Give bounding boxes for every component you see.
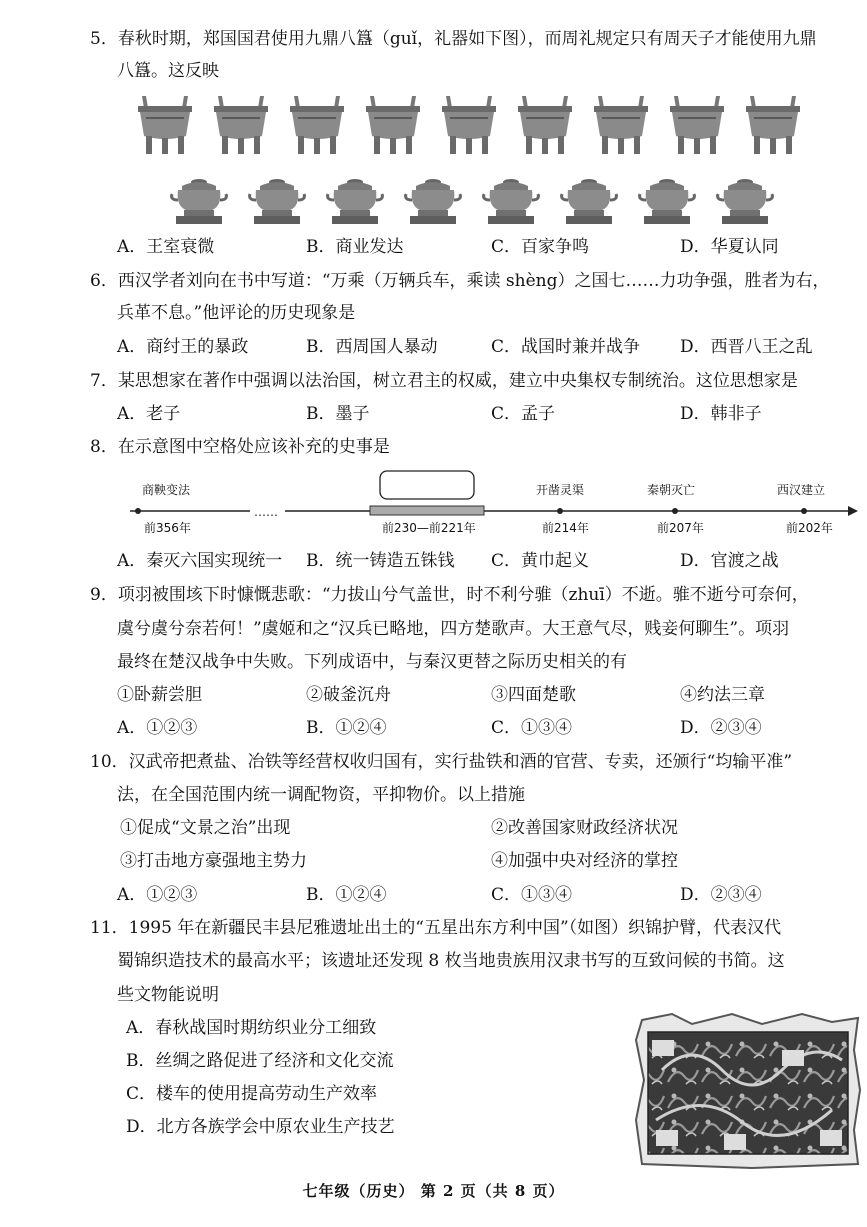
timeline-point-207 bbox=[672, 508, 678, 514]
q6-option-d[interactable]: D．西晋八王之乱 bbox=[680, 337, 813, 357]
gui-vessel bbox=[636, 176, 698, 226]
q8-stem-line1: 8．在示意图中空格处应该补充的史事是 bbox=[90, 437, 390, 457]
timeline-label-0: 商鞅变法 bbox=[142, 483, 191, 497]
timeline-label-2: 开凿灵渠 bbox=[536, 483, 585, 497]
gui-vessel bbox=[246, 176, 308, 226]
q11-stem-line3: 些文物能说明 bbox=[117, 985, 219, 1005]
timeline-date-2: 前214年 bbox=[542, 521, 589, 535]
gui-vessel bbox=[168, 176, 230, 226]
q6-option-c[interactable]: C．战国时兼并战争 bbox=[491, 337, 641, 357]
q9-option-a[interactable]: A．①②③ bbox=[117, 718, 198, 738]
q5-stem-line2: 八簋。这反映 bbox=[117, 61, 219, 81]
blank-answer-box[interactable] bbox=[380, 471, 474, 499]
q8-option-a[interactable]: A．秦灭六国实现统一 bbox=[117, 551, 283, 571]
q10-option-a[interactable]: A．①②③ bbox=[117, 885, 198, 905]
q9-item-3: ③四面楚歌 bbox=[491, 685, 576, 705]
ding-vessel bbox=[512, 92, 578, 156]
q10-option-d[interactable]: D．②③④ bbox=[680, 885, 762, 905]
q7-option-c[interactable]: C．孟子 bbox=[491, 404, 556, 424]
ding-vessel bbox=[284, 92, 350, 156]
q7-stem-line1: 7．某思想家在著作中强调以法治国，树立君主的权威，建立中央集权专制统治。这位思想家是 bbox=[90, 371, 798, 391]
brocade-armguard-image bbox=[632, 1010, 864, 1170]
q11-option-d[interactable]: D．北方各族学会中原农业生产技艺 bbox=[126, 1117, 395, 1137]
q5-stem-line1: 5．春秋时期，郑国国君使用九鼎八簋（guǐ，礼器如下图），而周礼规定只有周天子才能使用九鼎 bbox=[90, 29, 817, 49]
timeline-point-202 bbox=[801, 508, 807, 514]
q11-stem-line1: 11．1995 年在新疆民丰县尼雅遗址出土的“五星出东方利中国”（如图）织锦护臂，代表汉代 bbox=[90, 918, 782, 938]
period-bar bbox=[370, 506, 484, 515]
q10-option-b[interactable]: B．①②④ bbox=[306, 885, 387, 905]
q9-stem-line3: 最终在楚汉战争中失败。下列成语中，与秦汉更替之际历史相关的有 bbox=[117, 652, 627, 672]
q7-option-a[interactable]: A．老子 bbox=[117, 404, 181, 424]
q11-option-b[interactable]: B．丝绸之路促进了经济和文化交流 bbox=[126, 1051, 394, 1071]
q10-item-3: ③打击地方豪强地主势力 bbox=[120, 851, 307, 871]
q10-stem-line2: 法，在全国范围内统一调配物资，平抑物价。以上措施 bbox=[117, 785, 525, 805]
gui-vessel bbox=[402, 176, 464, 226]
q6-stem-line1: 6．西汉学者刘向在书中写道：“万乘（万辆兵车，乘读 shèng）之国七……力功争强，胜者为右， bbox=[90, 271, 830, 291]
q5-option-c[interactable]: C．百家争鸣 bbox=[491, 237, 590, 257]
ding-vessel bbox=[132, 92, 198, 156]
q5-option-d[interactable]: D．华夏认同 bbox=[680, 237, 779, 257]
ding-row bbox=[132, 92, 806, 156]
gui-row bbox=[168, 176, 776, 226]
q10-item-4: ④加强中央对经济的掌控 bbox=[491, 851, 678, 871]
q7-option-d[interactable]: D．韩非子 bbox=[680, 404, 762, 424]
q8-option-d[interactable]: D．官渡之战 bbox=[680, 551, 779, 571]
q6-option-b[interactable]: B．西周国人暴动 bbox=[306, 337, 438, 357]
ding-vessel bbox=[208, 92, 274, 156]
q9-stem-line2: 虞兮虞兮奈若何！”虞姬和之“汉兵已略地，四方楚歌声。大王意气尽，贱妾何聊生”。项羽 bbox=[117, 619, 790, 639]
timeline-point-356 bbox=[135, 508, 141, 514]
q8-option-c[interactable]: C．黄巾起义 bbox=[491, 551, 590, 571]
q10-option-c[interactable]: C．①③④ bbox=[491, 885, 573, 905]
timeline-date-0: 前356年 bbox=[144, 521, 191, 535]
q6-stem-line2: 兵革不息。”他评论的历史现象是 bbox=[117, 303, 356, 323]
q11-option-c[interactable]: C．楼车的使用提高劳动生产效率 bbox=[126, 1084, 378, 1104]
q8-timeline bbox=[130, 466, 860, 540]
ding-vessel bbox=[664, 92, 730, 156]
q11-option-a[interactable]: A．春秋战国时期纺织业分工细致 bbox=[126, 1018, 377, 1038]
q9-stem-line1: 9．项羽被围垓下时慷慨悲歌：“力拔山兮气盖世，时不利兮骓（zhuī）不逝。骓不逝兮可奈何， bbox=[90, 585, 809, 605]
q9-item-2: ②破釜沉舟 bbox=[306, 685, 391, 705]
gui-vessel bbox=[558, 176, 620, 226]
q7-option-b[interactable]: B．墨子 bbox=[306, 404, 370, 424]
page-footer: 七年级（历史） 第 2 页（共 8 页） bbox=[302, 1182, 565, 1200]
ding-vessel bbox=[588, 92, 654, 156]
timeline-point-214 bbox=[557, 508, 563, 514]
q9-option-c[interactable]: C．①③④ bbox=[491, 718, 573, 738]
ding-vessel bbox=[740, 92, 806, 156]
q5-option-a[interactable]: A．王室衰微 bbox=[117, 237, 215, 257]
timeline-dots: …… bbox=[254, 505, 278, 519]
timeline-label-4: 西汉建立 bbox=[777, 483, 826, 497]
q10-item-1: ①促成“文景之治”出现 bbox=[120, 818, 291, 838]
q10-stem-line1: 10．汉武帝把煮盐、冶铁等经营权收归国有，实行盐铁和酒的官营、专卖，还颁行“均输平准” bbox=[90, 752, 793, 772]
gui-vessel bbox=[324, 176, 386, 226]
timeline-date-3: 前207年 bbox=[657, 521, 704, 535]
q5-option-b[interactable]: B．商业发达 bbox=[306, 237, 404, 257]
gui-vessel bbox=[480, 176, 542, 226]
gui-vessel bbox=[714, 176, 776, 226]
timeline-label-3: 秦朝灭亡 bbox=[647, 483, 696, 497]
q10-item-2: ②改善国家财政经济状况 bbox=[491, 818, 678, 838]
ding-vessel bbox=[436, 92, 502, 156]
q9-option-d[interactable]: D．②③④ bbox=[680, 718, 762, 738]
q9-item-1: ①卧薪尝胆 bbox=[117, 685, 202, 705]
timeline-date-1: 前230—前221年 bbox=[382, 521, 476, 535]
q9-option-b[interactable]: B．①②④ bbox=[306, 718, 387, 738]
q11-stem-line2: 蜀锦织造技术的最高水平；该遗址还发现 8 枚当地贵族用汉隶书写的互致问候的书简。这 bbox=[117, 951, 785, 971]
q9-item-4: ④约法三章 bbox=[680, 685, 765, 705]
q8-option-b[interactable]: B．统一铸造五铢钱 bbox=[306, 551, 455, 571]
timeline-date-4: 前202年 bbox=[786, 521, 833, 535]
ding-vessel bbox=[360, 92, 426, 156]
q6-option-a[interactable]: A．商纣王的暴政 bbox=[117, 337, 249, 357]
